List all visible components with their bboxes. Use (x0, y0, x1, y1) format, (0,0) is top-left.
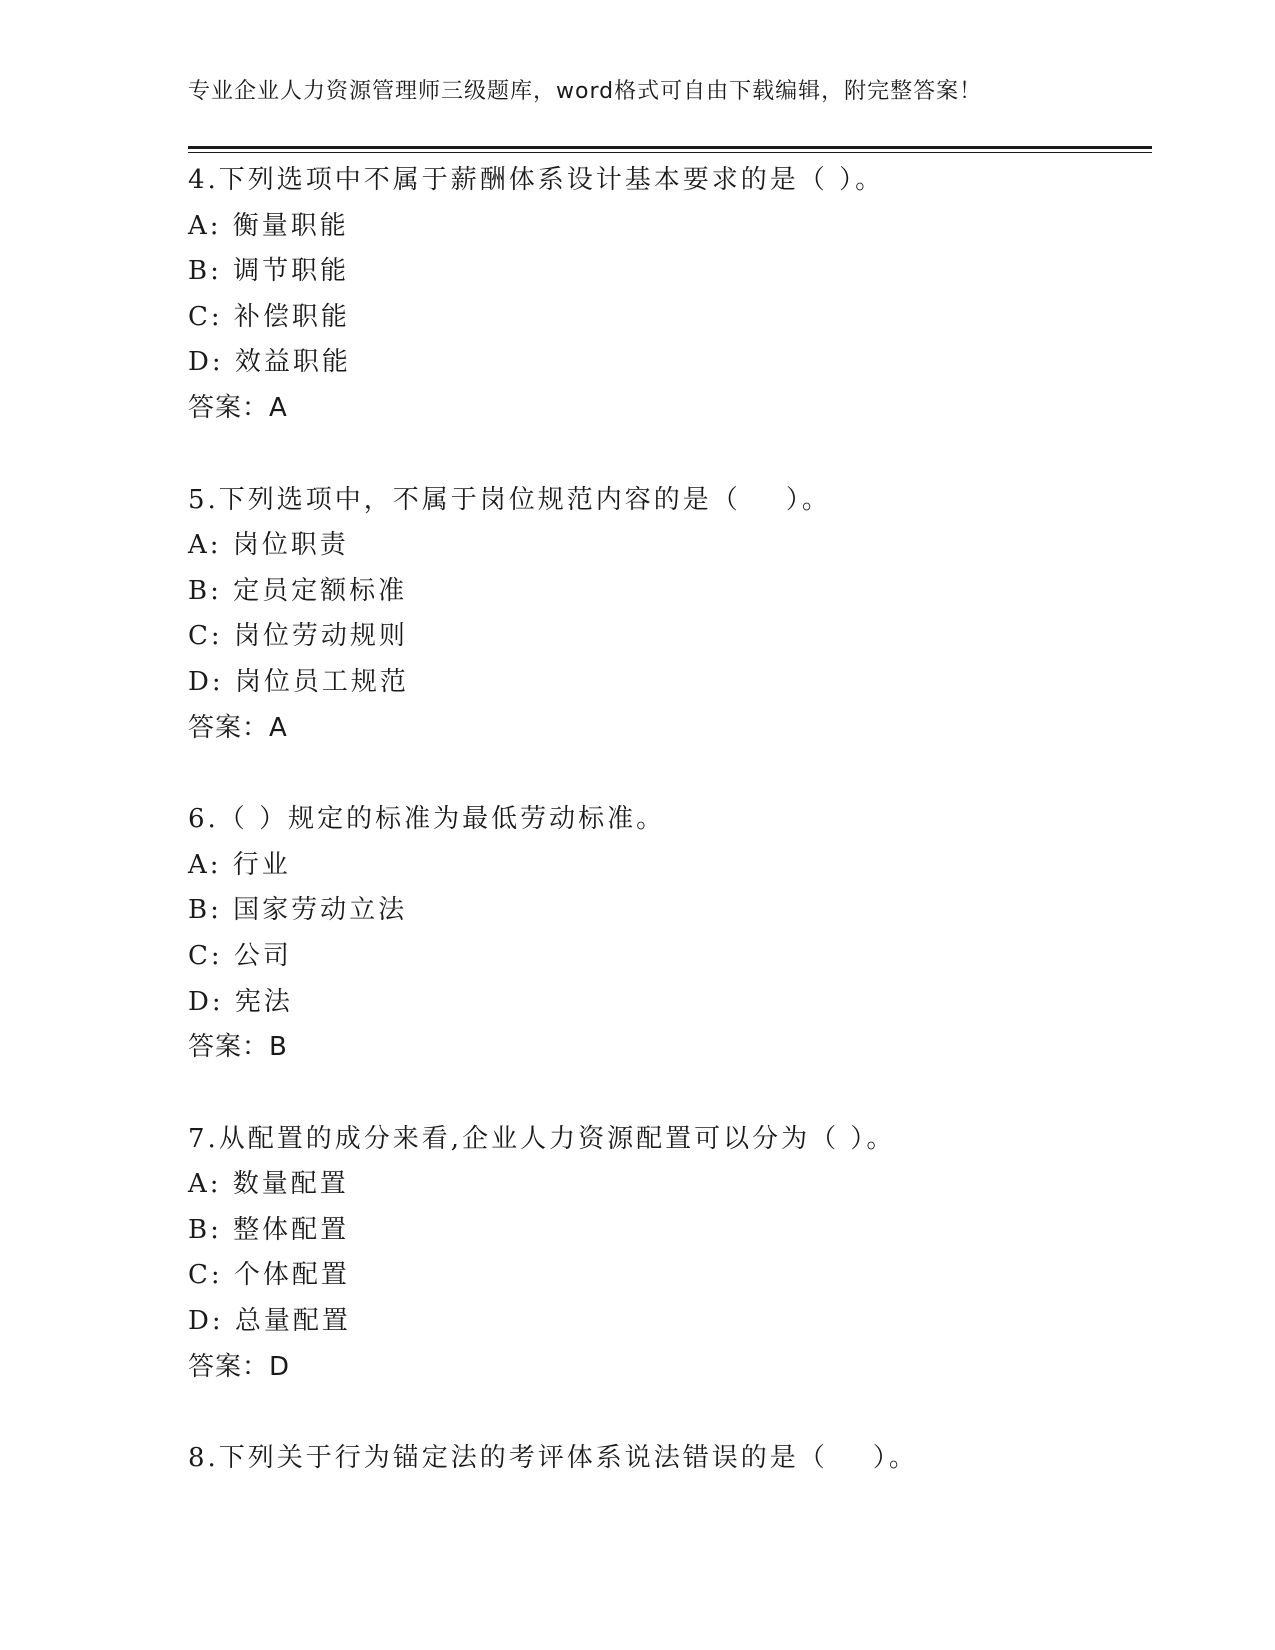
option-b: B: 整体配置 (188, 1214, 350, 1245)
question-text: 6.（ ）规定的标准为最低劳动标准。 (188, 804, 666, 835)
question-6 (188, 797, 1152, 1071)
option-d: D: 宪法 (188, 986, 293, 1017)
option-c: C: 补偿职能 (188, 301, 350, 332)
header-note: 专业企业人力资源管理师三级题库，word格式可自由下载编辑，附完整答案！ (188, 79, 983, 104)
option-a: A: 衡量职能 (188, 210, 349, 241)
question-text: 7.从配置的成分来看,企业人力资源配置可以分为（ ）。 (188, 1123, 896, 1154)
option-b: B: 调节职能 (188, 256, 350, 287)
option-a: A: 岗位职责 (188, 530, 349, 561)
header-rule-thin (188, 152, 1152, 153)
question-5 (188, 478, 1152, 752)
question-text: 8.下列关于行为锚定法的考评体系说法错误的是（ ）。 (188, 1443, 918, 1474)
option-b: B: 定员定额标准 (188, 575, 408, 606)
question-text: 4.下列选项中不属于薪酬体系设计基本要求的是（ ）。 (188, 165, 885, 195)
question-text: 5.下列选项中，不属于岗位规范内容的是（ ）。 (188, 484, 831, 515)
option-d: D: 效益职能 (188, 347, 351, 378)
option-a: A: 数量配置 (188, 1169, 349, 1200)
answer: 答案：A (188, 712, 288, 743)
answer: 答案：B (188, 1032, 288, 1063)
question-list (188, 158, 1152, 1482)
question-7 (188, 1117, 1152, 1391)
option-b: B: 国家劳动立法 (188, 895, 408, 926)
answer: 答案：A (188, 392, 288, 423)
question-8 (188, 1436, 1152, 1482)
option-a: A: 行业 (188, 849, 291, 880)
option-c: C: 岗位劳动规则 (188, 621, 408, 652)
option-c: C: 公司 (188, 940, 292, 971)
option-d: D: 总量配置 (188, 1306, 351, 1337)
question-4 (188, 158, 1152, 432)
answer: 答案：D (188, 1351, 291, 1382)
header-rule-thick (188, 146, 1152, 149)
option-c: C: 个体配置 (188, 1260, 350, 1291)
option-d: D: 岗位员工规范 (188, 666, 409, 697)
